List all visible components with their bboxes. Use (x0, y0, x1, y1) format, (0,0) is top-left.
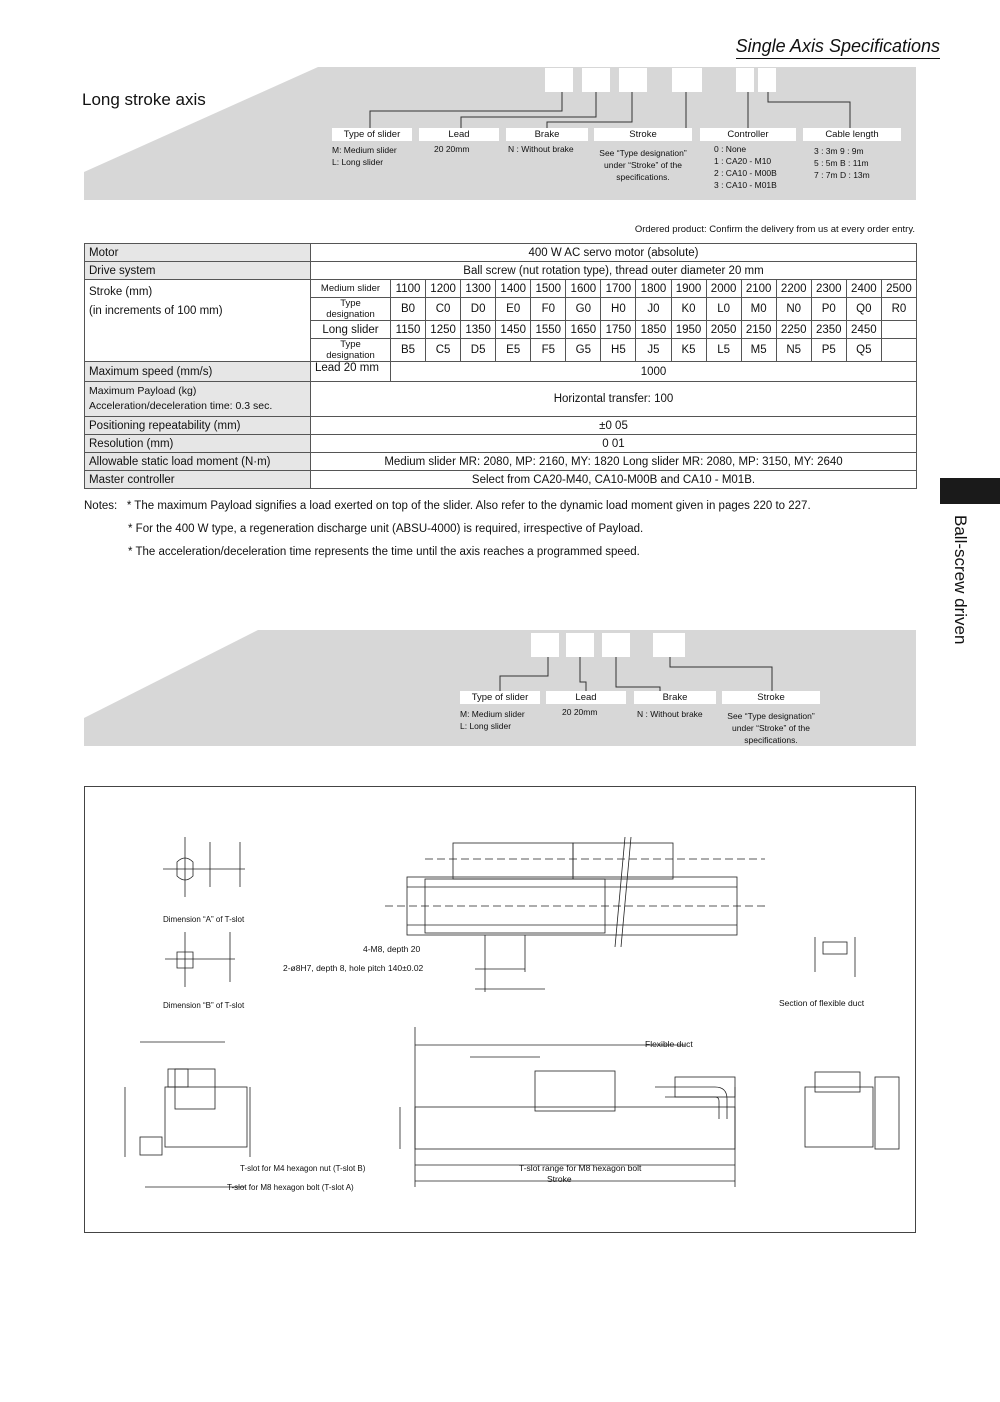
table-cell: R0 (881, 298, 916, 321)
label-type-of-slider: Type of slider (460, 691, 540, 704)
table-cell: E0 (496, 298, 531, 321)
table-cell: 1550 (531, 321, 566, 339)
section-title: Long stroke axis (82, 90, 206, 109)
order-code-band-top (0, 0, 1000, 210)
table-cell: Q0 (846, 298, 881, 321)
label-stroke: Stroke (722, 691, 820, 704)
table-cell: J5 (636, 339, 671, 362)
resolution-value: 0 01 (311, 435, 917, 453)
table-cell: F5 (531, 339, 566, 362)
payload-label: Maximum Payload (kg) Acceleration/deceleration time: 0.3 sec. (85, 382, 311, 417)
drive-label: Drive system (85, 262, 311, 280)
table-cell: H0 (601, 298, 636, 321)
table-cell: 1950 (671, 321, 706, 339)
table-cell: L5 (706, 339, 741, 362)
dimension-drawing (84, 786, 916, 1233)
table-cell: 1300 (461, 280, 496, 298)
table-cell: 1350 (461, 321, 496, 339)
code-box-lead (582, 68, 610, 92)
motor-label: Motor (85, 244, 311, 262)
label-stroke: Stroke (594, 128, 692, 141)
stroke-label: Stroke (mm) (in increments of 100 mm) (85, 280, 311, 362)
label-m8: 4-M8, depth 20 (363, 944, 421, 954)
side-tab-label: Ball-screw driven (951, 515, 970, 645)
table-cell: D0 (461, 298, 496, 321)
table-cell: 2150 (741, 321, 776, 339)
label-brake: Brake (634, 691, 716, 704)
label-lead: Lead (546, 691, 626, 704)
table-cell: 1250 (426, 321, 461, 339)
medium-slider-label: Medium slider (311, 280, 391, 298)
page-title: Single Axis Specifications (736, 36, 940, 59)
table-row-drive (85, 262, 917, 280)
motor-value: 400 W AC servo motor (absolute) (311, 244, 917, 262)
label-type-of-slider: Type of slider (332, 128, 412, 141)
code-box-controller (736, 68, 754, 92)
table-cell: B0 (391, 298, 426, 321)
code-box-slider (545, 68, 573, 92)
table-cell: N5 (776, 339, 811, 362)
table-cell: 1200 (426, 280, 461, 298)
notes-prefix: Notes: (84, 500, 118, 512)
repeatability-label: Positioning repeatability (mm) (85, 417, 311, 435)
label-tslot-a: T-slot for M8 hexagon bolt (T-slot A) (227, 1183, 354, 1192)
table-cell: 2500 (881, 280, 916, 298)
ordered-product-note: Ordered product: Confirm the delivery from us at every order entry. (634, 224, 915, 235)
table-cell: 2050 (706, 321, 741, 339)
table-cell: 2400 (846, 280, 881, 298)
label-lead: Lead (419, 128, 499, 141)
table-row-speed (85, 362, 917, 382)
table-cell: 1150 (391, 321, 426, 339)
code-box-slider (531, 633, 559, 657)
table-cell: 1450 (496, 321, 531, 339)
table-cell: 2350 (811, 321, 846, 339)
master-value: Select from CA20-M40, CA10-M00B and CA10 - M01B. (311, 471, 917, 489)
table-cell (881, 321, 916, 339)
label-controller: Controller (700, 128, 796, 141)
desc-lead: 20 20mm (434, 144, 470, 154)
table-row-motor (85, 244, 917, 262)
table-row-master (85, 471, 917, 489)
type-designation-label: Type designation (311, 298, 391, 321)
table-cell: 2000 (706, 280, 741, 298)
moment-label: Allowable static load moment (N·m) (85, 453, 311, 471)
table-cell: E5 (496, 339, 531, 362)
table-cell: L0 (706, 298, 741, 321)
side-tab-marker (940, 478, 1000, 504)
table-cell: 1650 (566, 321, 601, 339)
band-shape-bottom (0, 620, 1000, 760)
note-1: * The maximum Payload signifies a load exerted on top of the slider. Also refer to the dynamic load moment given in pages 220 to 227. (126, 500, 811, 512)
label-flex-section: Section of flexible duct (779, 998, 865, 1008)
notes (84, 495, 811, 564)
table-cell: D5 (461, 339, 496, 362)
spec-table (84, 243, 917, 489)
table-cell: C0 (426, 298, 461, 321)
table-cell: J0 (636, 298, 671, 321)
code-box-lead (566, 633, 594, 657)
table-cell: 2300 (811, 280, 846, 298)
label-cable-length: Cable length (803, 128, 901, 141)
desc-cable-length: 3 : 3m 9 : 9m 5 : 5m B : 11m 7 : 7m D : 13m (814, 146, 870, 180)
speed-value: 1000 (391, 362, 917, 382)
desc-type-of-slider: M: Medium slider L: Long slider (332, 145, 397, 167)
table-cell: 2100 (741, 280, 776, 298)
resolution-label: Resolution (mm) (85, 435, 311, 453)
table-cell: 2250 (776, 321, 811, 339)
code-box-stroke (653, 633, 685, 657)
drive-value: Ball screw (nut rotation type), thread outer diameter 20 mm (311, 262, 917, 280)
table-cell: 1850 (636, 321, 671, 339)
long-slider-label: Long slider (311, 321, 391, 339)
table-cell: F0 (531, 298, 566, 321)
moment-value: Medium slider MR: 2080, MP: 2160, MY: 1820 Long slider MR: 2080, MP: 3150, MY: 2640 (311, 453, 917, 471)
table-cell: G0 (566, 298, 601, 321)
desc-brake: N : Without brake (637, 709, 703, 719)
table-cell: Q5 (846, 339, 881, 362)
label-dimension-b: Dimension “B” of T-slot (163, 1001, 245, 1010)
table-cell: 1400 (496, 280, 531, 298)
label-tslot-b: T-slot for M4 hexagon nut (T-slot B) (240, 1164, 366, 1173)
table-cell: M5 (741, 339, 776, 362)
repeatability-value: ±0 05 (311, 417, 917, 435)
table-cell: H5 (601, 339, 636, 362)
desc-type-of-slider: M: Medium slider L: Long slider (460, 709, 525, 731)
speed-lead: Lead 20 mm (311, 362, 391, 382)
table-cell: P5 (811, 339, 846, 362)
table-cell: 1100 (391, 280, 426, 298)
table-cell: K0 (671, 298, 706, 321)
table-row-repeatability (85, 417, 917, 435)
table-cell: C5 (426, 339, 461, 362)
table-cell: 1900 (671, 280, 706, 298)
table-row-resolution (85, 435, 917, 453)
table-cell: N0 (776, 298, 811, 321)
desc-brake: N : Without brake (508, 144, 574, 154)
table-row-medium (85, 280, 917, 298)
label-flex-duct: Flexible duct (645, 1039, 693, 1049)
note-2: * For the 400 W type, a regeneration discharge unit (ABSU-4000) is required, irrespective of Payload. (128, 523, 644, 535)
code-box-brake (619, 68, 647, 92)
speed-label: Maximum speed (mm/s) (85, 362, 311, 382)
table-cell: 1600 (566, 280, 601, 298)
code-box-cable (758, 68, 776, 92)
code-box-brake (602, 633, 630, 657)
label-h7: 2-ø8H7, depth 8, hole pitch 140±0.02 (283, 963, 424, 973)
table-cell (881, 339, 916, 362)
table-cell: 1750 (601, 321, 636, 339)
table-row-payload (85, 382, 917, 417)
desc-lead: 20 20mm (562, 707, 598, 717)
note-3: * The acceleration/deceleration time represents the time until the axis reaches a programmed speed. (128, 546, 640, 558)
code-box-stroke (672, 68, 702, 92)
table-cell: 1700 (601, 280, 636, 298)
table-cell: P0 (811, 298, 846, 321)
table-row-moment (85, 453, 917, 471)
desc-stroke: See “Type designation” under “Stroke” of the specifications. (599, 148, 687, 182)
table-cell: M0 (741, 298, 776, 321)
table-cell: K5 (671, 339, 706, 362)
table-cell: G5 (566, 339, 601, 362)
type-designation-label: Type designation (311, 339, 391, 362)
label-brake: Brake (506, 128, 588, 141)
label-tslot-range: T-slot range for M8 hexagon bolt (519, 1163, 642, 1173)
table-cell: 1500 (531, 280, 566, 298)
master-label: Master controller (85, 471, 311, 489)
table-cell: 1800 (636, 280, 671, 298)
payload-value: Horizontal transfer: 100 (311, 382, 917, 417)
order-code-band-bottom (0, 620, 1000, 760)
table-cell: B5 (391, 339, 426, 362)
desc-controller: 0 : None 1 : CA20 - M10 2 : CA10 - M00B 3 : CA10 - M01B (714, 144, 777, 190)
desc-stroke: See “Type designation” under “Stroke” of the specifications. (727, 711, 815, 745)
table-cell: 2200 (776, 280, 811, 298)
label-stroke-dim: Stroke (547, 1174, 572, 1184)
table-cell: 2450 (846, 321, 881, 339)
label-dimension-a: Dimension “A” of T-slot (163, 915, 245, 924)
